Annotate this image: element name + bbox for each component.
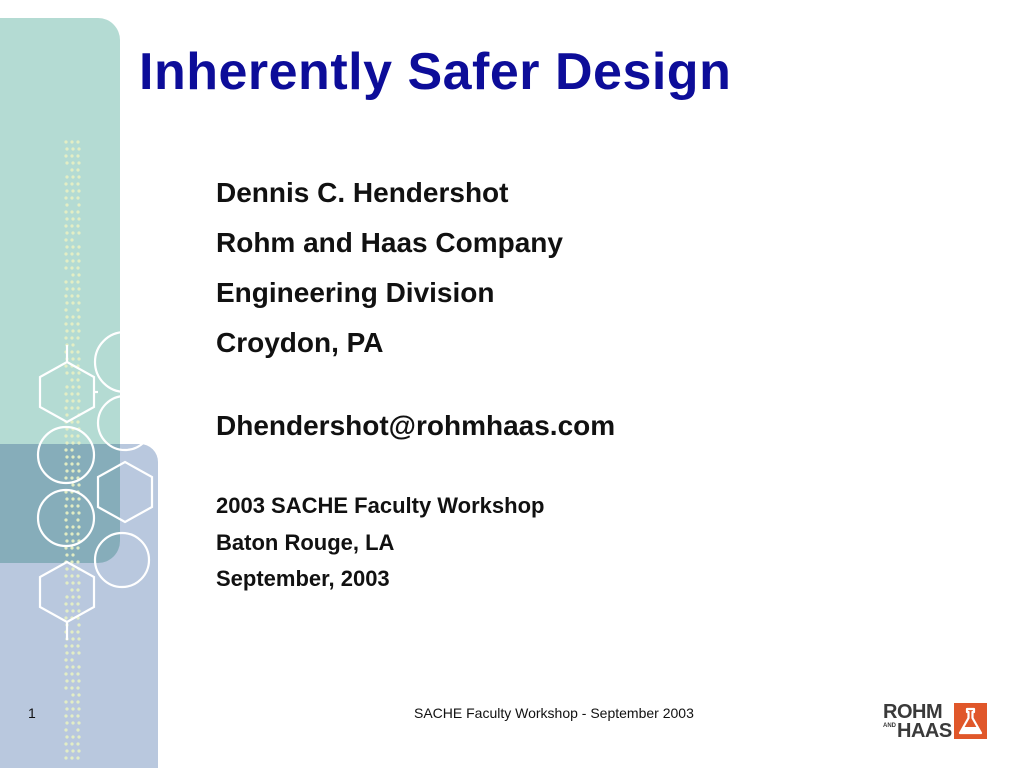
decorative-dot [70, 252, 73, 255]
decorative-dot [71, 231, 74, 234]
decorative-dot [77, 287, 80, 290]
decorative-dot [76, 434, 79, 437]
decorative-dot [76, 742, 79, 745]
decorative-dot [64, 756, 67, 759]
decorative-dot [71, 721, 74, 724]
decorative-dot [76, 630, 79, 633]
decorative-dot [70, 686, 73, 689]
decorative-dot [70, 434, 73, 437]
decorative-dot [71, 259, 74, 262]
decorative-dot [70, 602, 73, 605]
decorative-dot [71, 329, 74, 332]
decorative-dot [71, 567, 74, 570]
decorative-dot [65, 721, 68, 724]
decorative-dot [77, 161, 80, 164]
decorative-dot [77, 357, 80, 360]
decorative-dot [71, 735, 74, 738]
decorative-dot [70, 574, 73, 577]
decorative-dot [71, 483, 74, 486]
decorative-dot [76, 154, 79, 157]
slide-number: 1 [28, 705, 36, 721]
decorative-dot [64, 364, 67, 367]
footer-text: SACHE Faculty Workshop - September 2003 [414, 705, 694, 721]
decorative-dot [76, 700, 79, 703]
decorative-dot [70, 154, 73, 157]
decorative-dot [70, 532, 73, 535]
decorative-dot [70, 644, 73, 647]
decorative-dot [65, 455, 68, 458]
decorative-dot [71, 525, 74, 528]
decorative-dot [65, 301, 68, 304]
decorative-dot [70, 448, 73, 451]
decorative-dot [76, 266, 79, 269]
hexagon-shape [40, 362, 94, 422]
decorative-dot [70, 168, 73, 171]
decorative-dot [71, 679, 74, 682]
event-location: Baton Rouge, LA [216, 529, 395, 555]
decorative-dot [64, 532, 67, 535]
decorative-dot [71, 497, 74, 500]
decorative-dot [71, 287, 74, 290]
decorative-dot [64, 742, 67, 745]
circle-shape [95, 332, 155, 392]
author-division: Engineering Division [216, 277, 495, 308]
decorative-dot [71, 511, 74, 514]
decorative-dot [77, 749, 80, 752]
decorative-molecule-pattern [0, 0, 170, 768]
decorative-dot [64, 322, 67, 325]
decorative-dot [76, 504, 79, 507]
decorative-dot [64, 154, 67, 157]
decorative-dot [65, 329, 68, 332]
decorative-dot [64, 210, 67, 213]
decorative-dot [77, 665, 80, 668]
decorative-dot [77, 371, 80, 374]
hexagon-shape [98, 462, 152, 522]
decorative-dot [76, 602, 79, 605]
decorative-dot [64, 700, 67, 703]
decorative-dot [76, 644, 79, 647]
decorative-dot [71, 161, 74, 164]
decorative-dot [64, 448, 67, 451]
circle-shape [98, 396, 152, 450]
decorative-dot [65, 539, 68, 542]
author-email: Dhendershot@rohmhaas.com [216, 410, 616, 441]
decorative-dot [65, 245, 68, 248]
decorative-dot [77, 721, 80, 724]
decorative-dot [71, 399, 74, 402]
decorative-dot [64, 294, 67, 297]
decorative-dot [76, 518, 79, 521]
decorative-dot [65, 203, 68, 206]
decorative-dot [65, 161, 68, 164]
decorative-dot [64, 280, 67, 283]
decorative-dot [64, 686, 67, 689]
decorative-dot [64, 224, 67, 227]
decorative-dot [77, 231, 80, 234]
decorative-dot [71, 749, 74, 752]
decorative-dot [77, 329, 80, 332]
decorative-dot [64, 616, 67, 619]
decorative-dot [65, 511, 68, 514]
decorative-dot [76, 182, 79, 185]
decorative-dot [77, 595, 80, 598]
decorative-dot [71, 539, 74, 542]
decorative-dot [64, 672, 67, 675]
decorative-dot [76, 756, 79, 759]
decorative-dot [76, 350, 79, 353]
decorative-dot [76, 196, 79, 199]
decorative-dot [71, 343, 74, 346]
decorative-dot [77, 455, 80, 458]
decorative-dot [76, 252, 79, 255]
decorative-dot [70, 224, 73, 227]
decorative-dot [77, 497, 80, 500]
decorative-dot [71, 217, 74, 220]
decorative-dot [76, 378, 79, 381]
decorative-dot [76, 560, 79, 563]
decorative-dot [71, 553, 74, 556]
decorative-dot [64, 602, 67, 605]
decorative-dot [76, 210, 79, 213]
decorative-dot [76, 686, 79, 689]
decorative-dot [64, 140, 67, 143]
decorative-dot [70, 742, 73, 745]
circle-shape [95, 533, 149, 587]
decorative-dot [65, 175, 68, 178]
decorative-dot [76, 308, 79, 311]
decorative-dot [64, 714, 67, 717]
decorative-dot [76, 140, 79, 143]
decorative-dot [64, 462, 67, 465]
decorative-dot [70, 546, 73, 549]
decorative-dot [71, 707, 74, 710]
author-location: Croydon, PA [216, 327, 384, 358]
decorative-dot [70, 630, 73, 633]
decorative-dot [65, 651, 68, 654]
decorative-dot [77, 259, 80, 262]
decorative-dot [77, 623, 80, 626]
decorative-dot [71, 273, 74, 276]
decorative-dot [65, 609, 68, 612]
decorative-dot [76, 714, 79, 717]
decorative-dot [76, 280, 79, 283]
event-date: September, 2003 [216, 566, 390, 591]
decorative-dot [70, 588, 73, 591]
decorative-dot [64, 392, 67, 395]
decorative-dot [65, 525, 68, 528]
decorative-dot [76, 392, 79, 395]
decorative-dot [65, 735, 68, 738]
decorative-dot [76, 588, 79, 591]
decorative-dot [65, 287, 68, 290]
decorative-dot [64, 182, 67, 185]
decorative-dot [70, 700, 73, 703]
decorative-dot [76, 294, 79, 297]
decorative-dot [71, 595, 74, 598]
decorative-dot [71, 665, 74, 668]
decorative-dot [70, 238, 73, 241]
decorative-dot [71, 245, 74, 248]
decorative-dot [65, 441, 68, 444]
decorative-dot [70, 350, 73, 353]
decorative-dot [70, 266, 73, 269]
decorative-dot [77, 707, 80, 710]
decorative-dot [70, 672, 73, 675]
decorative-dot [64, 196, 67, 199]
flask-triangle-icon [954, 703, 987, 739]
decorative-dot [70, 406, 73, 409]
decorative-dot [77, 245, 80, 248]
decorative-dot [77, 511, 80, 514]
decorative-dot [64, 406, 67, 409]
decorative-dot [71, 357, 74, 360]
decorative-dot [65, 371, 68, 374]
decorative-dot [71, 301, 74, 304]
author-company: Rohm and Haas Company [216, 227, 563, 258]
decorative-dot [71, 371, 74, 374]
decorative-dot [76, 224, 79, 227]
decorative-dot [65, 399, 68, 402]
decorative-dot [65, 217, 68, 220]
decorative-dot [77, 301, 80, 304]
decorative-dot [71, 581, 74, 584]
decorative-dot [77, 469, 80, 472]
decorative-dot [71, 441, 74, 444]
decorative-dot [71, 147, 74, 150]
decorative-dot [70, 182, 73, 185]
decorative-dot [64, 574, 67, 577]
decorative-dot [65, 315, 68, 318]
decorative-dot [71, 637, 74, 640]
decorative-dot [77, 175, 80, 178]
decorative-dot [76, 336, 79, 339]
decorative-dot [70, 140, 73, 143]
decorative-dot [77, 525, 80, 528]
decorative-dot [76, 574, 79, 577]
decorative-dot [76, 532, 79, 535]
decorative-dot [77, 651, 80, 654]
decorative-dot [71, 469, 74, 472]
decorative-dot [76, 420, 79, 423]
logo-word-bottom: HAAS [897, 720, 952, 742]
slide-title: Inherently Safer Design [139, 43, 732, 101]
decorative-dot [76, 462, 79, 465]
decorative-dot [70, 714, 73, 717]
decorative-dot [65, 413, 68, 416]
decorative-dot [77, 203, 80, 206]
decorative-dot [77, 217, 80, 220]
decorative-dot [70, 322, 73, 325]
decorative-dot [71, 315, 74, 318]
hexagon-shape [40, 562, 94, 622]
decorative-dot [70, 336, 73, 339]
decorative-dot [65, 567, 68, 570]
decorative-dot [71, 385, 74, 388]
decorative-dot [77, 147, 80, 150]
decorative-dot [77, 273, 80, 276]
decorative-dot [64, 336, 67, 339]
decorative-dot [65, 581, 68, 584]
event-name: 2003 SACHE Faculty Workshop [216, 493, 545, 518]
decorative-dot [77, 609, 80, 612]
decorative-dot [64, 728, 67, 731]
decorative-dot [65, 595, 68, 598]
event-block [216, 488, 544, 598]
decorative-dot [70, 378, 73, 381]
decorative-dot [76, 728, 79, 731]
decorative-dot [70, 756, 73, 759]
decorative-dot [76, 406, 79, 409]
decorative-dot [77, 315, 80, 318]
decorative-dot [70, 504, 73, 507]
decorative-dot [70, 196, 73, 199]
author-name: Dennis C. Hendershot [216, 177, 509, 208]
decorative-dot [64, 266, 67, 269]
company-logo [883, 702, 987, 740]
decorative-dot [64, 644, 67, 647]
decorative-dot [65, 469, 68, 472]
decorative-dot [76, 672, 79, 675]
decorative-dot [64, 252, 67, 255]
decorative-dot [71, 189, 74, 192]
decorative-dot [64, 504, 67, 507]
decorative-dot [65, 679, 68, 682]
decorative-dot [77, 735, 80, 738]
decorative-dot [71, 175, 74, 178]
decorative-dot [77, 581, 80, 584]
decorative-dot [64, 476, 67, 479]
decorative-dot [65, 749, 68, 752]
decorative-dot [65, 497, 68, 500]
decorative-dot [71, 693, 74, 696]
decorative-dot [64, 434, 67, 437]
decorative-dot [71, 455, 74, 458]
decorative-dot [65, 665, 68, 668]
decorative-dot [65, 147, 68, 150]
decorative-dot [65, 553, 68, 556]
decorative-dot [76, 168, 79, 171]
decorative-dot [65, 385, 68, 388]
decorative-dot [65, 189, 68, 192]
decorative-dot [65, 259, 68, 262]
decorative-dot [70, 462, 73, 465]
decorative-dot [71, 609, 74, 612]
decorative-dot [77, 679, 80, 682]
decorative-dot [77, 693, 80, 696]
decorative-dot [64, 518, 67, 521]
decorative-dot [77, 441, 80, 444]
decorative-dot [76, 546, 79, 549]
decorative-dot [77, 399, 80, 402]
decorative-dot [70, 658, 73, 661]
decorative-dot [77, 385, 80, 388]
decorative-dot [71, 651, 74, 654]
decorative-dot [64, 238, 67, 241]
decorative-dot [70, 280, 73, 283]
decorative-dot [77, 637, 80, 640]
decorative-dot [70, 210, 73, 213]
author-block [216, 168, 563, 368]
decorative-dot [64, 658, 67, 661]
decorative-dot [77, 189, 80, 192]
decorative-dot [70, 476, 73, 479]
decorative-dot [65, 707, 68, 710]
decorative-dot [70, 392, 73, 395]
decorative-dot [70, 294, 73, 297]
logo-word-and: AND [883, 723, 896, 729]
decorative-dot [76, 322, 79, 325]
decorative-dot [77, 483, 80, 486]
logo-word-top: ROHM [883, 701, 943, 723]
decorative-dot [65, 231, 68, 234]
decorative-dot [64, 308, 67, 311]
